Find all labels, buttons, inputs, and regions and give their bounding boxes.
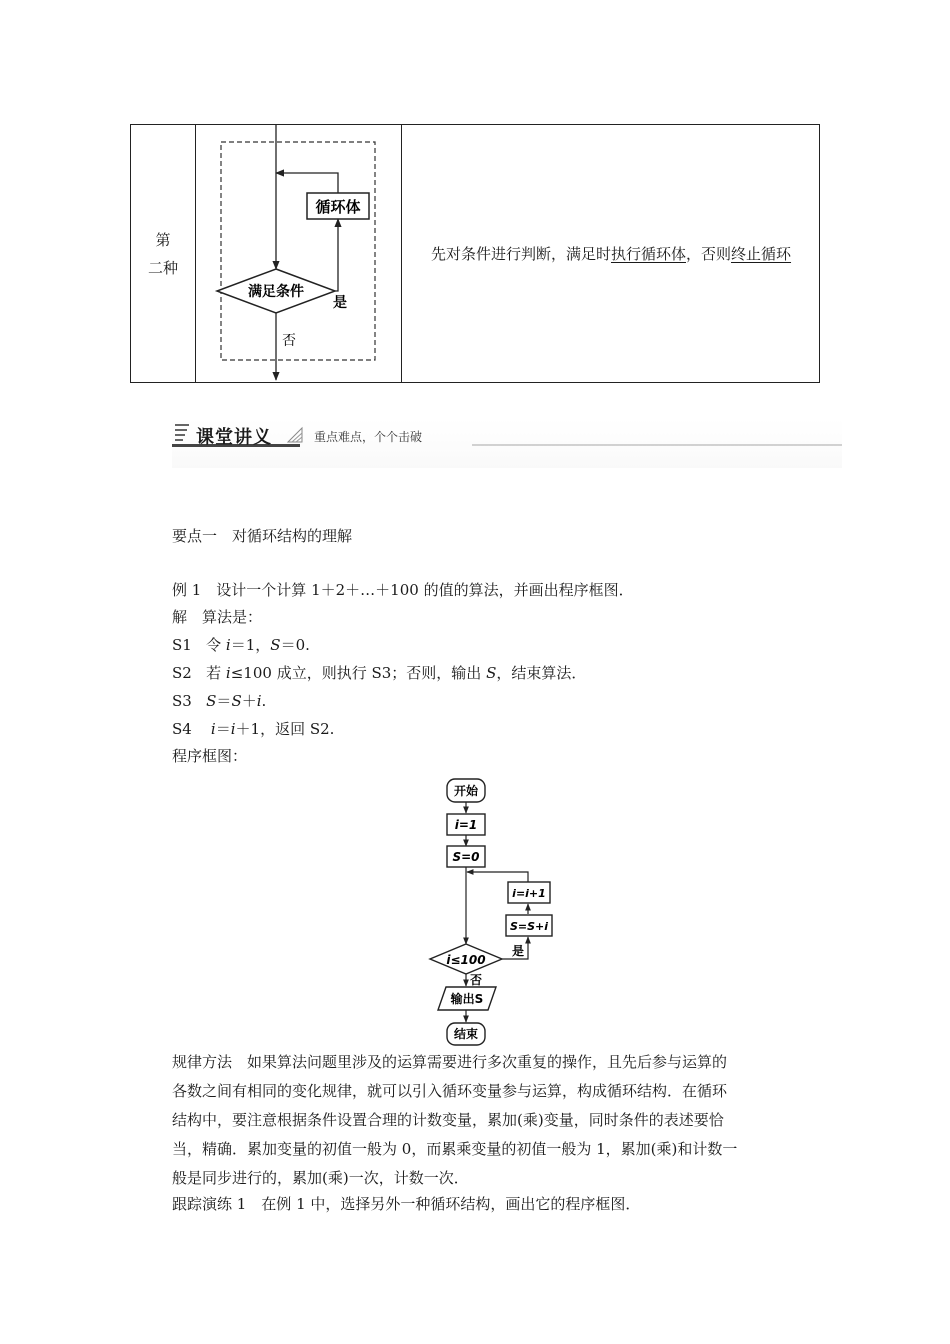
increment-label: i=i+1 (512, 887, 546, 900)
method-line: 当，精确．累加变量的初值一般为 0，而累乘变量的初值一般为 1，累加(乘)和计数一 (172, 1140, 738, 1158)
section-header (172, 418, 842, 468)
loop-back-arrow (467, 872, 528, 882)
step-text: ，结束算法． (496, 664, 587, 682)
step-label: S3 (172, 692, 192, 710)
step-text: ＝ (215, 720, 231, 738)
example-1: 例 1 设计一个计算 1＋2＋…＋100 的值的算法，并画出程序框图． (172, 581, 634, 599)
method-line: 各数之间有相同的变化规律，就可以引入循环变量参与运算，构成循环结构．在循环 (172, 1082, 728, 1100)
step-s2 (172, 663, 586, 683)
solution-intro: 解 算法是： (172, 608, 263, 626)
no-label: 否 (282, 333, 296, 349)
row-label-line2: 二种 (147, 258, 178, 277)
section-title: 课堂讲义 (196, 427, 272, 448)
section-header-decor (172, 418, 842, 468)
var-i: i (230, 720, 236, 738)
step-text: 令 (206, 636, 226, 654)
condition-label: 满足条件 (248, 284, 304, 300)
step-text: ≤100 成立，则执行 S3；否则，输出 (230, 664, 487, 682)
until-loop-diagram (195, 125, 401, 382)
method-line: 结构中，要注意根据条件设置合理的计数变量，累加(乘)变量，同时条件的表述要恰 (172, 1111, 724, 1129)
step-text: 若 (206, 664, 226, 682)
step-text: ＋ (241, 692, 257, 710)
var-s: S (206, 692, 217, 710)
flowchart-label: 程序框图： (172, 747, 248, 765)
step-s3 (172, 691, 266, 711)
end-label: 结束 (453, 1027, 479, 1041)
section-subtitle: 重点难点，个个击破 (314, 430, 423, 444)
init-s-label: S=0 (452, 850, 480, 864)
loop-type-table (130, 124, 820, 383)
frame-gap (209, 125, 387, 131)
step-text: . (261, 692, 267, 710)
step-label: S2 (172, 664, 192, 682)
row-label-line1: 第 (155, 230, 171, 249)
yes-label: 是 (512, 944, 525, 958)
var-s: S (270, 636, 281, 654)
var-i: i (256, 692, 262, 710)
step-label: S1 (172, 636, 192, 654)
row-description (403, 125, 819, 382)
output-label: 输出S (450, 992, 484, 1006)
example-flowchart (420, 774, 560, 1050)
var-i: i (210, 720, 216, 738)
table-divider (401, 125, 402, 382)
loop-back-arrow (276, 173, 338, 193)
var-i: i (225, 664, 231, 682)
yes-label: 是 (333, 295, 347, 311)
yes-arrow (335, 219, 338, 291)
desc-part2: ，否则 (686, 244, 732, 263)
step-text: ＝1， (230, 636, 271, 654)
desc-underline-1: 执行循环体 (610, 244, 686, 263)
dashed-frame (221, 142, 375, 360)
step-text: ＝ (216, 692, 232, 710)
method-paragraph (172, 1048, 808, 1193)
practice-1: 跟踪演练 1 在例 1 中，选择另外一种循环结构，画出它的程序框图． (172, 1195, 641, 1213)
step-label: S4 (172, 720, 192, 738)
point-heading: 要点一 对循环结构的理解 (172, 527, 353, 545)
var-s: S (486, 664, 497, 682)
desc-underline-2: 终止循环 (731, 244, 792, 263)
condition-label: i≤100 (446, 953, 486, 967)
method-line: 规律方法 如果算法问题里涉及的运算需要进行多次重复的操作，且先后参与运算的 (172, 1053, 728, 1071)
accumulate-label: S=S+i (509, 920, 549, 933)
no-label: 否 (470, 973, 483, 987)
step-text: ＋1，返回 S2. (235, 720, 335, 738)
var-i: i (225, 636, 231, 654)
step-s4 (172, 719, 334, 739)
method-line: 般是同步进行的，累加(乘)一次，计数一次． (172, 1169, 469, 1187)
row-label (131, 125, 195, 382)
init-i-label: i=1 (454, 818, 478, 832)
desc-part1: 先对条件进行判断，满足时 (430, 244, 611, 263)
loop-body-label: 循环体 (315, 198, 361, 216)
start-label: 开始 (453, 784, 479, 798)
var-s: S (231, 692, 242, 710)
step-s1 (172, 635, 310, 655)
step-text: ＝0. (280, 636, 310, 654)
